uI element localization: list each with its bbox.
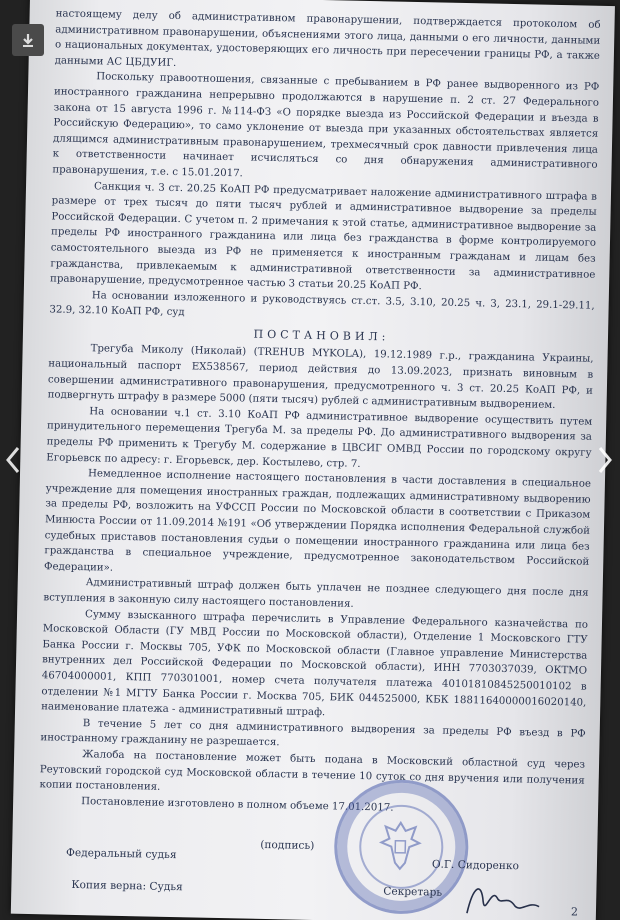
judge-label: Федеральный судья [65, 846, 177, 862]
paragraph-4: На основании изложенного и руководствуясь ст.ст. 3.5, 3.10, 20.25 ч. 3, 23.1, 29.1-29.11, 32.9, 32.10 КоАП РФ, суд [49, 289, 595, 319]
chevron-right-icon [598, 446, 612, 474]
paragraph-2: Поскольку правоотношения, связанные с пребыванием в РФ ранее выдворенного из РФ иностранного гражданина непрерывно продолжаются в нарушение п. 2 ст. 27 Федерального закона от 15 августа 1996 г. №114-ФЗ «О порядке выезда из Российской Федерации и въезда в Российскую Федерацию», то само уклонение от выезда при указанных обстоятельствах является длящимся административным правонарушением, трехмесячный срок давности привлечения лица к ответственности начинает исчисляться со дня обнаружения административного правонарушения, т.е. с 15.01.2017. [52, 71, 600, 180]
ruling-heading: ПОСТАНОВИЛ: [253, 327, 390, 344]
paragraph-1: настоящему делу об административном правонарушении, подтверждается протоколом об административном правонарушении, объяснениями этого лица, данными о его личности, данными о национальных документах, удостоверяющих его личность при пересечении границы РФ, а также данными АС ЦБДУИГ. [54, 8, 601, 69]
ruling-paragraph-3: Немедленное исполнение настоящего постановления в части доставления в специальное учреждение для помещения иностранных граждан, подлежащих административному выдворению за пределы РФ, возложить на УФССП России по Московской области в соответствии с Приказом Минюста России от 11.09.2014 №191 «Об утверждении Порядка исполнения Федеральной службой судебных приставов постановления судьи о помещении иностранного гражданина или лица без гражданства в специальное учреждение, предусмотренное законодательством Российской Федерации». [43, 468, 592, 574]
secretary-label: Секретарь [383, 885, 443, 899]
paragraph-3: Санкция ч. 3 ст. 20.25 КоАП РФ предусматривает наложение административного штрафа в размере от трех тысяч до пяти тысяч рублей и административное выдворение за пределы Российской Федерации. С учетом п. 2 примечания к этой статье, административное выдворение за пределы РФ иностранного гражданина или лица без гражданства в форме контролируемого самостоятельного выезда из РФ не применяется к иностранным гражданам и лицам без гражданства, привлекаемым к административной ответственности за административное правонарушение, предусмотренное частью 3 статьи 20.25 КоАП РФ. [49, 180, 598, 293]
previous-image-button[interactable] [0, 440, 26, 480]
document-page [11, 0, 615, 920]
copy-verified-label: Копия верна: Судья [71, 878, 183, 894]
ruling-paragraph-2: На основании ч.1 ст. 3.10 КоАП РФ административное выдворение осуществить путем принудительного перемещения Трегуба М. за пределы РФ. До административного выдворения за пределы РФ применить к Трегубу М. содержание в ЦВСИГ ОМВД России по городскому округу Егорьевск по адресу: г. Егорьевск, дер. Костылево, стр. 7. [46, 406, 593, 470]
download-button[interactable] [12, 24, 44, 56]
chevron-left-icon [6, 446, 20, 474]
ruling-paragraph-8: Постановление изготовлено в полном объеме 17.01.2017. [81, 795, 394, 814]
document-body [39, 6, 601, 820]
next-image-button[interactable] [592, 440, 618, 480]
handwritten-signature [463, 875, 544, 920]
eagle-emblem-icon [375, 816, 426, 873]
ruling-paragraph-5: Сумму взысканного штрафа перечислить в Управление Федерального казначейства по Московской Области (ГУ МВД России по Московской области), Отделение 1 Московского ГТУ Банка России г. Москвы 705, УФК по Московской области (Главное управление Министерства внутренних дел Российской Федерации по Московской области), ИНН 7703037039, ОКТМО 46704000001, КПП 770301001, номер счета получателя платежа 40101810845250010102 в отделении №1 МГТУ Банка России г. Москва 705, БИК 044525000, КБК 18811640000016020140, наименование платежа - административный штраф. [41, 608, 589, 719]
download-arrow-icon [20, 32, 36, 48]
ruling-paragraph-7: Жалоба на постановление может быть подана в Московский областной суд через Реутовский городской суд Московской области в течение 10 суток со дня вручения или получения копии постановления. [39, 749, 586, 793]
ruling-paragraph-6: В течение 5 лет со дня административного выдворения за пределы РФ въезд в РФ иностранному гражданину не разрешается. [40, 717, 586, 749]
signed-mark: (подпись) [260, 838, 315, 853]
ruling-paragraph-1: Трегуба Миколу (Николай) (TREHUB MYKOLA), 19.12.1989 г.р., гражданина Украины, национальный паспорт EX538567, период действия до 13.09.2023, признать виновным в совершении административного правонарушения, предусмотренного ч. 3 ст. 20.25 КоАП РФ, и подвергнуть штрафу в размере 5000 (пяти тысяч) рублей с административным выдворением. [47, 343, 594, 412]
judge-name: О.Г. Сидоренко [431, 858, 520, 873]
page-number: 2 [570, 905, 579, 919]
ruling-paragraph-4: Административный штраф должен быть уплачен не позднее следующего дня после дня вступления в законную силу настоящего постановления. [43, 577, 589, 610]
